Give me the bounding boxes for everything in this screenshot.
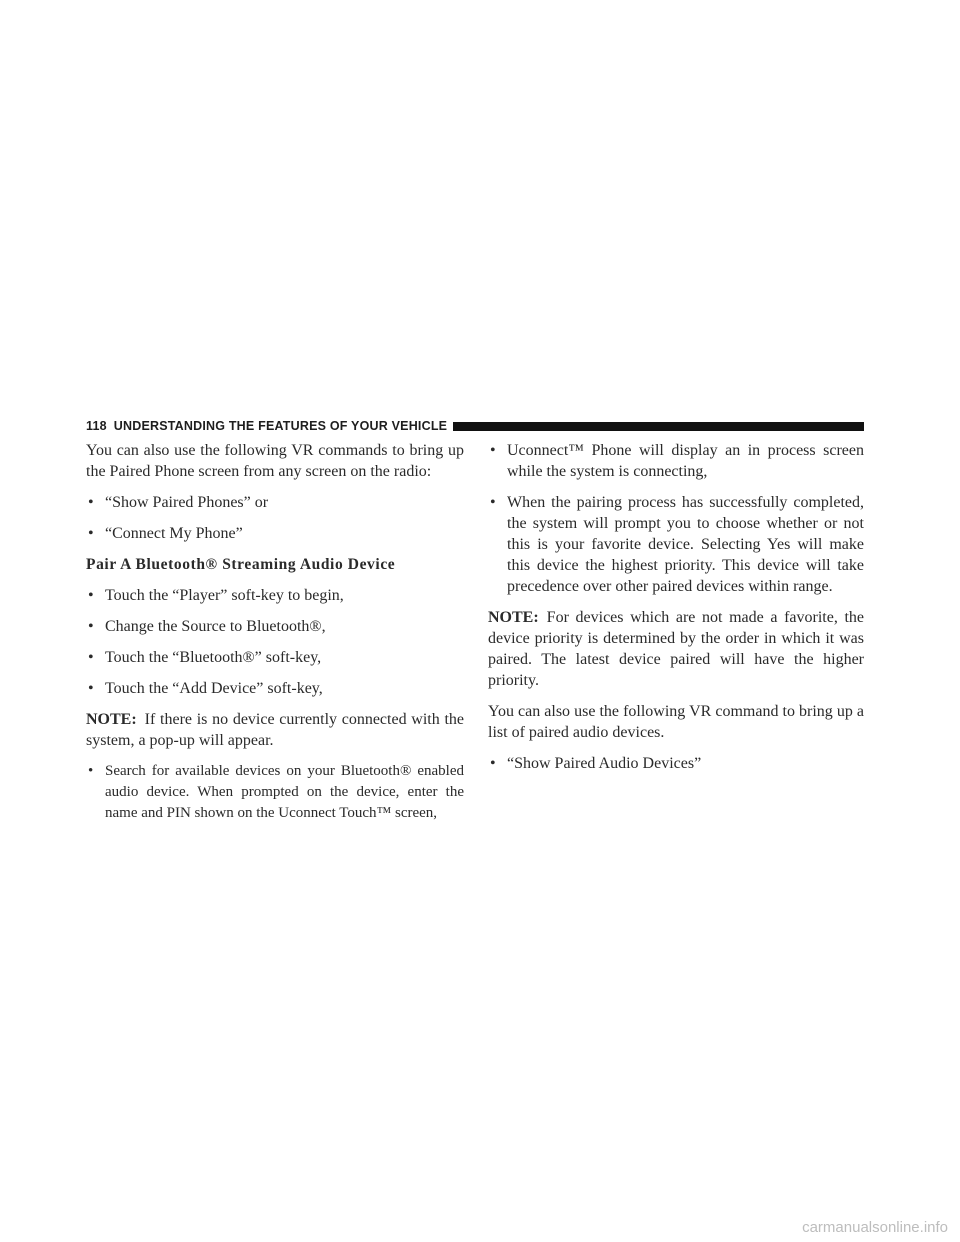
note-paragraph [86, 709, 464, 751]
bullet-icon: • [88, 525, 94, 542]
step-item: • Touch the “Add Device” soft-key, [88, 680, 323, 697]
note-paragraph [488, 607, 864, 691]
note-label: NOTE: [488, 609, 539, 626]
bullet-icon: • [88, 763, 94, 779]
intro-paragraph: You can also use the following VR command to bring up a list of paired audio devices. [488, 703, 864, 741]
note-text: For devices which are not made a favorite, the device priority is determined by the order in which it was paired. The latest device paired will have the higher priority. [488, 609, 864, 689]
section-heading: Pair A Bluetooth® Streaming Audio Device [86, 556, 396, 573]
intro-paragraph: You can also use the following VR commands to bring up the Paired Phone screen from any screen on the radio: [86, 442, 464, 480]
vr-command-item: • “Show Paired Phones” or [88, 494, 269, 511]
chapter-title: UNDERSTANDING THE FEATURES OF YOUR VEHICLE [113, 419, 448, 433]
step-item: • Touch the “Player” soft-key to begin, [88, 587, 344, 604]
vr-command-item: • “Show Paired Audio Devices” [490, 755, 702, 772]
note-text: If there is no device currently connected with the system, a pop-up will appear. [86, 711, 464, 749]
step-item: • Uconnect™ Phone will display an in process screen while the system is connecting, [490, 442, 864, 480]
bullet-icon: • [88, 587, 94, 604]
bullet-icon: • [88, 494, 94, 511]
bullet-icon: • [88, 680, 94, 697]
bullet-icon: • [490, 755, 496, 772]
step-item: • Change the Source to Bluetooth®, [88, 618, 326, 635]
note-label: NOTE: [86, 711, 137, 728]
right-column [488, 440, 864, 774]
bullet-icon: • [490, 442, 496, 459]
page-number: 118 [86, 419, 107, 433]
step-item: • Search for available devices on your Bluetooth® enabled audio device. When prompted on the device, enter the name and PIN shown on the Uconnect Touch™ screen, [88, 763, 464, 821]
watermark: carmanualsonline.info [802, 1219, 948, 1236]
bullet-icon: • [88, 649, 94, 666]
step-item: • When the pairing process has successfully completed, the system will prompt you to choose whether or not this is your favorite device. Selecting Yes will make this device the highest priority. This device will take precedence over other paired devices within range. [490, 494, 864, 595]
header-text [86, 419, 447, 433]
vr-command-item: • “Connect My Phone” [88, 525, 243, 542]
header-rule [453, 422, 864, 431]
step-item: • Touch the “Bluetooth®” soft-key, [88, 649, 322, 666]
bullet-icon: • [490, 494, 496, 511]
bullet-icon: • [88, 618, 94, 635]
left-column [86, 440, 464, 824]
page-header [86, 416, 864, 436]
